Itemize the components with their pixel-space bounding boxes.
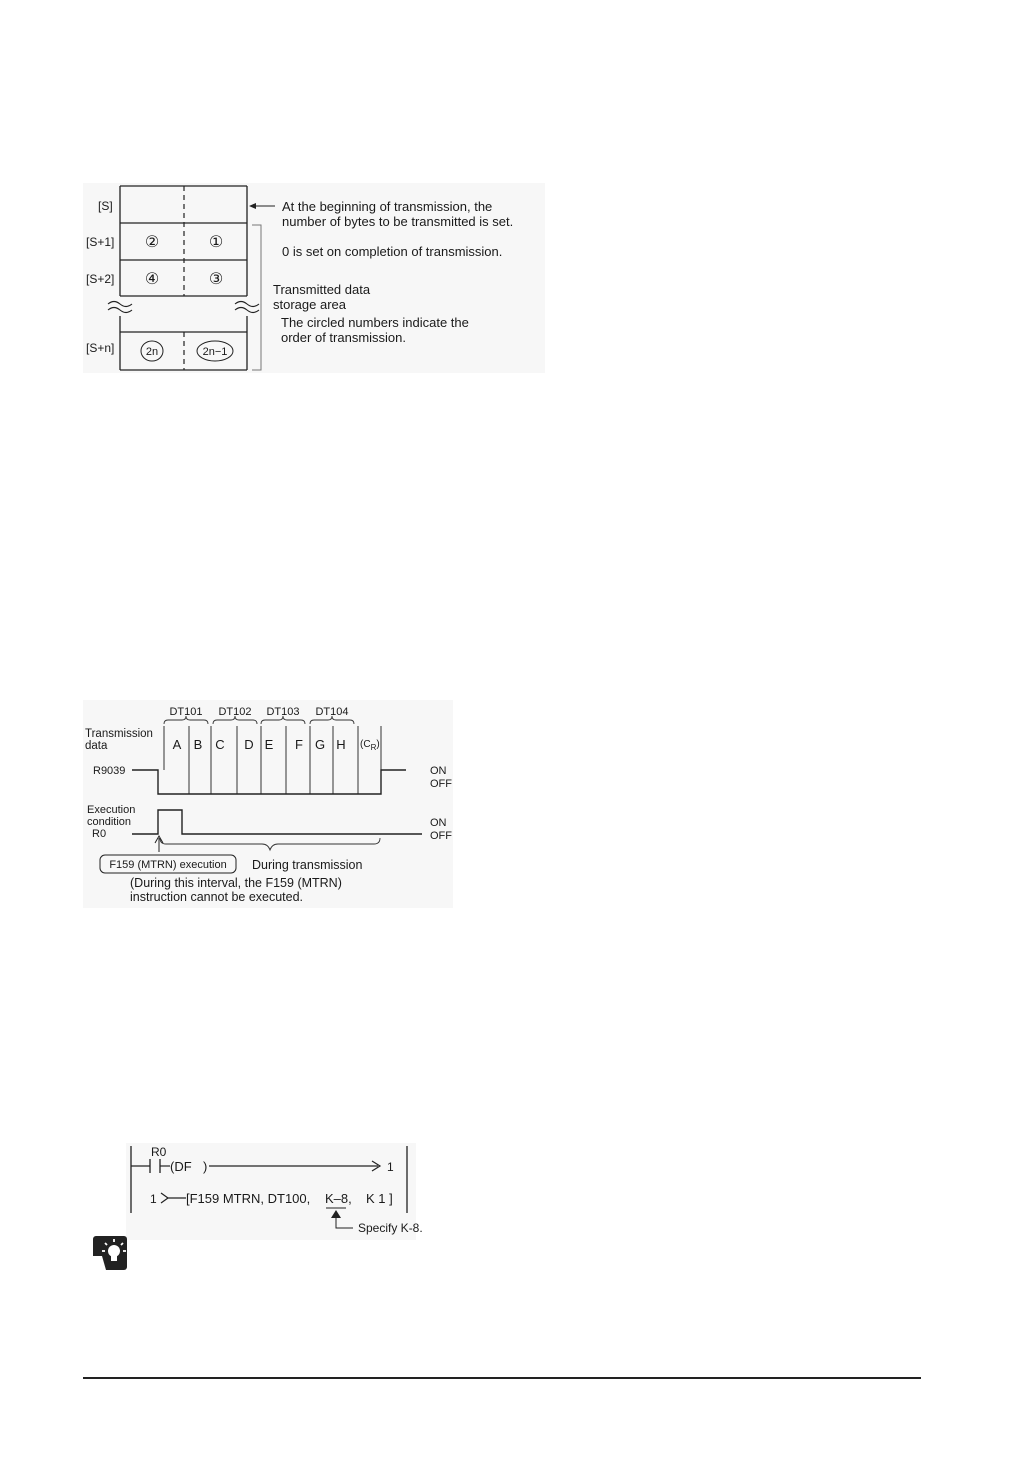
- note-begin-line2: number of bytes to be transmitted is set.: [282, 214, 514, 229]
- footer-divider: [83, 1377, 921, 1379]
- coil-number: 1: [387, 1160, 394, 1174]
- register-dt101: DT101: [169, 706, 203, 718]
- note-order-line1: The circled numbers indicate the: [281, 315, 469, 330]
- r9039-off-label: OFF: [430, 778, 452, 790]
- f159-execution-label: F159 (MTRN) execution: [109, 859, 227, 871]
- register-dt104: DT104: [315, 706, 349, 718]
- row2-number: 1: [150, 1192, 157, 1206]
- timing-chart-diagram: [83, 700, 453, 908]
- specify-k8-note: Specify K-8.: [358, 1221, 423, 1235]
- ladder-program-figure: [126, 1143, 423, 1240]
- row-label-sn: [S+n]: [86, 341, 115, 355]
- contact-r0-label: R0: [151, 1145, 167, 1159]
- k8-operand: K–8,: [325, 1191, 352, 1206]
- note-order-line2: order of transmission.: [281, 330, 406, 345]
- r9039-on-label: ON: [430, 765, 447, 777]
- row-label-s: [S]: [98, 199, 113, 213]
- cell-s1-low: ①: [208, 234, 224, 251]
- interval-note-line2: instruction cannot be executed.: [130, 890, 304, 904]
- byte-d: D: [244, 737, 254, 752]
- byte-b: B: [193, 737, 203, 752]
- f159-instruction: [F159 MTRN, DT100,: [186, 1191, 311, 1206]
- exec-label-line1: Execution: [87, 804, 136, 816]
- r9039-label: R9039: [93, 765, 126, 777]
- note-begin-line1: At the beginning of transmission, the: [282, 199, 493, 214]
- byte-c: C: [215, 737, 225, 752]
- exec-label-line3: R0: [92, 828, 107, 840]
- interval-note-line1: (During this interval, the F159 (MTRN): [130, 876, 342, 890]
- tip-lightbulb-icon: [93, 1236, 127, 1270]
- cell-s2-low: ③: [208, 271, 224, 288]
- cell-sn-high: 2n: [145, 346, 159, 358]
- byte-cr: $(C_R)$: [360, 739, 380, 752]
- k1-operand: K 1 ]: [366, 1191, 393, 1206]
- df-close: ): [203, 1159, 208, 1174]
- timing-chart-figure: [83, 700, 453, 908]
- exec-label-line2: condition: [87, 816, 132, 828]
- df-instruction: (DF: [170, 1159, 192, 1174]
- register-dt102: DT102: [218, 706, 252, 718]
- tx-data-label-line2: data: [85, 740, 108, 752]
- during-transmission-label: During transmission: [252, 858, 363, 872]
- cell-sn-low: 2n−1: [202, 346, 228, 358]
- byte-h: H: [336, 737, 346, 752]
- row-label-s2: [S+2]: [86, 272, 115, 286]
- byte-g: G: [314, 737, 326, 752]
- row-label-s1: [S+1]: [86, 235, 115, 249]
- exec-on-label: ON: [430, 817, 447, 829]
- buffer-layout-figure: [83, 183, 545, 373]
- ladder-program-diagram: [126, 1143, 423, 1240]
- cell-s1-high: ②: [144, 234, 160, 251]
- byte-e: E: [264, 737, 274, 752]
- exec-off-label: OFF: [430, 830, 452, 842]
- note-completion: 0 is set on completion of transmission.: [282, 244, 503, 259]
- register-dt103: DT103: [266, 706, 300, 718]
- note-storage-line1: Transmitted data: [273, 282, 371, 297]
- tx-data-label-line1: Transmission: [85, 728, 153, 740]
- byte-f: F: [295, 737, 303, 752]
- note-storage-line2: storage area: [273, 297, 346, 312]
- buffer-layout-diagram: [83, 183, 545, 373]
- cell-s2-high: ④: [144, 271, 160, 288]
- byte-a: A: [172, 737, 182, 752]
